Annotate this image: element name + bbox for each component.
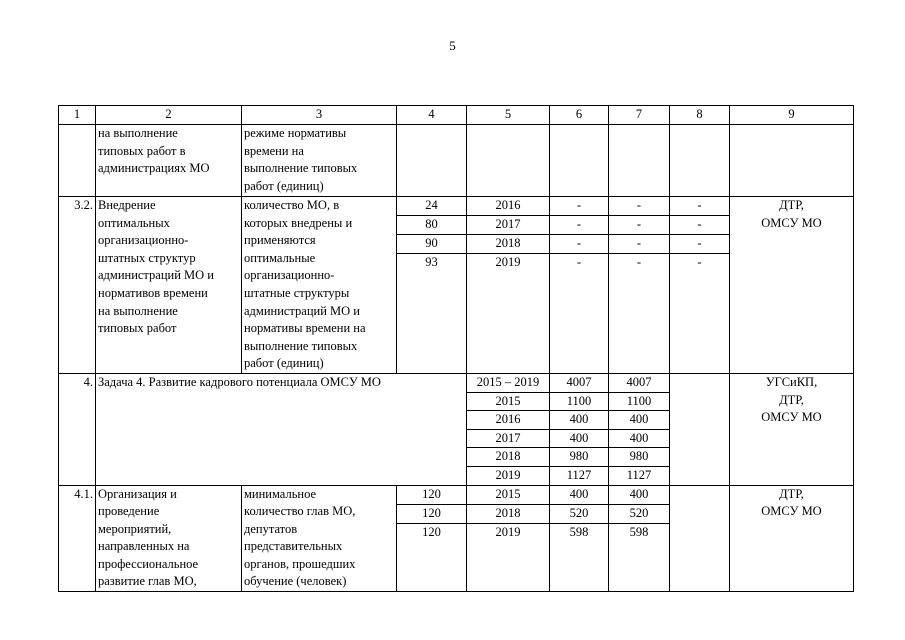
- table-cell: -: [550, 197, 609, 216]
- row-number: 4.: [59, 373, 96, 485]
- table-cell: -: [670, 253, 730, 373]
- table-cell: 24: [397, 197, 467, 216]
- table-cell: 4007: [609, 373, 670, 392]
- table-cell: [670, 373, 730, 485]
- table-cell: -: [609, 197, 670, 216]
- table-cell: -: [609, 234, 670, 253]
- page-number: 5: [449, 38, 456, 53]
- table-cell: 90: [397, 234, 467, 253]
- header-row: [59, 106, 854, 125]
- table-cell: 400: [609, 485, 670, 504]
- table-cell: 980: [609, 448, 670, 467]
- table-cell: 1100: [550, 392, 609, 411]
- table-cell: [670, 125, 730, 197]
- table-row: [59, 373, 854, 392]
- table-cell: на выполнение типовых работ в администрациях МО: [96, 125, 242, 197]
- header-cell: 8: [670, 106, 730, 125]
- header-cell: 7: [609, 106, 670, 125]
- table-cell: 2019: [467, 466, 550, 485]
- table-cell: 2018: [467, 234, 550, 253]
- table-row: [59, 125, 854, 197]
- table-cell: 120: [397, 523, 467, 591]
- table-cell: 2018: [467, 448, 550, 467]
- table-cell: Организация и проведение мероприятий, направленных на профессиональное развитие глав МО,: [96, 485, 242, 592]
- table-cell: 1127: [609, 466, 670, 485]
- header-cell: 1: [59, 106, 96, 125]
- table-cell: -: [550, 253, 609, 373]
- table-cell: 598: [609, 523, 670, 591]
- table-cell: 400: [609, 411, 670, 430]
- table-row: [59, 197, 854, 216]
- table-cell: 2015 – 2019: [467, 373, 550, 392]
- table-cell: 400: [550, 411, 609, 430]
- table-cell: количество МО, в которых внедрены и применяются оптимальные организационно- штатные структуры администраций МО и нормативы времени на выполнение типовых работ (единиц): [242, 197, 397, 374]
- table-cell: 980: [550, 448, 609, 467]
- table-cell: [609, 125, 670, 197]
- table-cell: 598: [550, 523, 609, 591]
- table-cell: 2019: [467, 253, 550, 373]
- table-cell: УГСиКП, ДТР, ОМСУ МО: [730, 373, 854, 485]
- table-cell: 520: [609, 504, 670, 523]
- table-cell: ДТР, ОМСУ МО: [730, 485, 854, 592]
- table-cell: 400: [550, 485, 609, 504]
- header-cell: 6: [550, 106, 609, 125]
- table-cell: -: [609, 253, 670, 373]
- table-cell: -: [609, 215, 670, 234]
- table-cell: 400: [550, 429, 609, 448]
- table-cell: минимальное количество глав МО, депутатов представительных органов, прошедших обучение (человек): [242, 485, 397, 592]
- row-number: 4.1.: [59, 485, 96, 592]
- table-cell: [730, 125, 854, 197]
- program-table: [58, 105, 854, 592]
- table-cell: 2016: [467, 197, 550, 216]
- table-cell: -: [670, 234, 730, 253]
- header-cell: 9: [730, 106, 854, 125]
- table-cell: -: [670, 215, 730, 234]
- table-cell: 2015: [467, 392, 550, 411]
- table-cell: Внедрение оптимальных организационно- штатных структур администраций МО и нормативов времени на выполнение типовых работ: [96, 197, 242, 374]
- table-cell: -: [550, 234, 609, 253]
- table-cell: 120: [397, 504, 467, 523]
- table-cell: 2019: [467, 523, 550, 591]
- table-cell: 2017: [467, 429, 550, 448]
- table-row: [59, 485, 854, 504]
- header-cell: 5: [467, 106, 550, 125]
- table-cell: 400: [609, 429, 670, 448]
- task-title: Задача 4. Развитие кадрового потенциала ОМСУ МО: [96, 373, 467, 485]
- table-cell: 80: [397, 215, 467, 234]
- table-cell: 2017: [467, 215, 550, 234]
- header-cell: 3: [242, 106, 397, 125]
- table-cell: -: [670, 197, 730, 216]
- header-cell: 4: [397, 106, 467, 125]
- table-cell: 4007: [550, 373, 609, 392]
- row-number: 3.2.: [59, 197, 96, 374]
- header-cell: 2: [96, 106, 242, 125]
- table-cell: [59, 125, 96, 197]
- table-cell: [670, 485, 730, 592]
- table-cell: [397, 125, 467, 197]
- table-cell: 120: [397, 485, 467, 504]
- table-cell: 520: [550, 504, 609, 523]
- table-cell: 2018: [467, 504, 550, 523]
- table-cell: ДТР, ОМСУ МО: [730, 197, 854, 374]
- table-cell: 2016: [467, 411, 550, 430]
- table-cell: 93: [397, 253, 467, 373]
- table-cell: 1100: [609, 392, 670, 411]
- table-cell: [550, 125, 609, 197]
- table-cell: 1127: [550, 466, 609, 485]
- table-cell: 2015: [467, 485, 550, 504]
- table-cell: режиме нормативы времени на выполнение типовых работ (единиц): [242, 125, 397, 197]
- table-cell: -: [550, 215, 609, 234]
- table-cell: [467, 125, 550, 197]
